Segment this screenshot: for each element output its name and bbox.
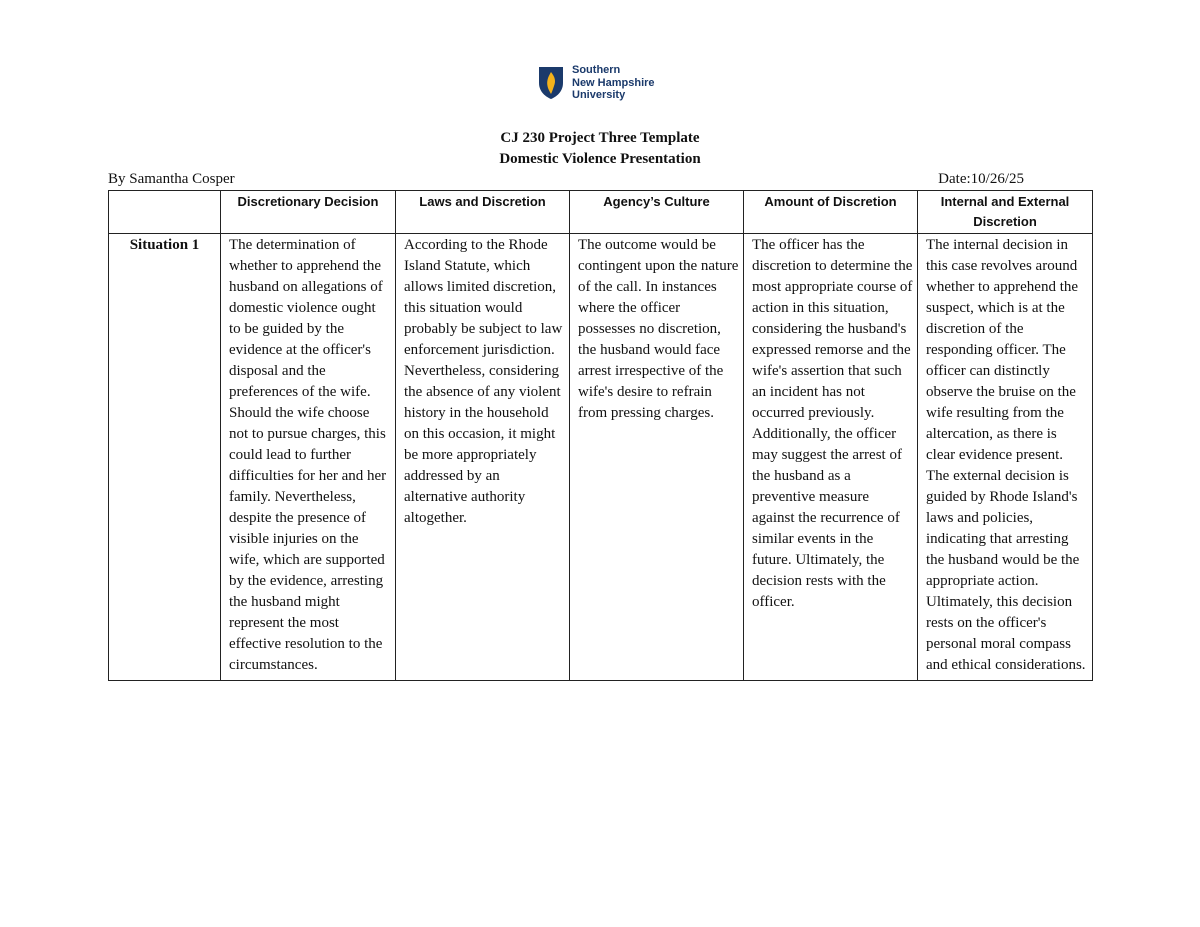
header-cell-internal-external-discretion: Internal and External Discretion (918, 191, 1093, 234)
cell-laws-and-discretion: According to the Rhode Island Statute, which allows limited discretion, this situation would probably be subject to law enforcement jurisdiction. Nevertheless, considering the absence of any violent history in the household on this occasion, it might be more appropriately addressed by an alternative authority altogether. (396, 234, 570, 681)
header-cell-amount-of-discretion: Amount of Discretion (744, 191, 918, 234)
logo-line-1: Southern (572, 64, 621, 76)
author-line: By Samantha Cosper (108, 171, 235, 187)
cell-internal-external-discretion: The internal decision in this case revolves around whether to apprehend the suspect, which is at the discretion of the responding officer. The officer can distinctly observe the bruise on the wife resulting from the altercation, as there is clear evidence present. The external decision is guided by Rhode Island's laws and policies, indicating that arresting the husband would be the appropriate action. Ultimately, this decision rests on the officer's personal moral compass and ethical considerations. (918, 234, 1093, 681)
header-cell-discretionary-decision: Discretionary Decision (221, 191, 396, 234)
shield-flame-icon (538, 66, 564, 100)
university-logo (538, 64, 655, 102)
cell-amount-of-discretion: The officer has the discretion to determine the most appropriate course of action in this situation, considering the husband's expressed remorse and the wife's assertion that such an incident has not occurred previously. Additionally, the officer may suggest the arrest of the husband as a preventive measure against the recurrence of similar events in the future. Ultimately, the decision rests with the officer. (744, 234, 918, 681)
logo-line-2: New Hampshire (572, 76, 655, 89)
date-line: Date:10/26/25 (938, 171, 1024, 187)
cell-agencys-culture: The outcome would be contingent upon the nature of the call. In instances where the officer possesses no discretion, the husband would face arrest irrespective of the wife's desire to refrain from pressing charges. (570, 234, 744, 681)
header-cell-laws-and-discretion: Laws and Discretion (396, 191, 570, 234)
table-header-row (109, 191, 1093, 234)
table-row (109, 234, 1093, 681)
document-subtitle: Domestic Violence Presentation (499, 151, 701, 167)
header-cell-agencys-culture: Agency’s Culture (570, 191, 744, 234)
discretion-table (108, 190, 1093, 681)
document-title: CJ 230 Project Three Template (500, 130, 700, 146)
cell-discretionary-decision: The determination of whether to apprehend the husband on allegations of domestic violence ought to be guided by the evidence at the officer's disposal and the preferences of the wife. Should the wife choose not to pursue charges, this could lead to further difficulties for her and her family. Nevertheless, despite the presence of visible injuries on the wife, which are supported by the evidence, arresting the husband might represent the most effective resolution to the circumstances. (221, 234, 396, 681)
document-meta (108, 169, 1024, 189)
row-label: Situation 1 (109, 234, 221, 681)
logo-line-3: University (572, 89, 626, 101)
document-header (0, 128, 1200, 170)
logo-wordmark (572, 64, 655, 102)
header-cell-blank (109, 191, 221, 234)
